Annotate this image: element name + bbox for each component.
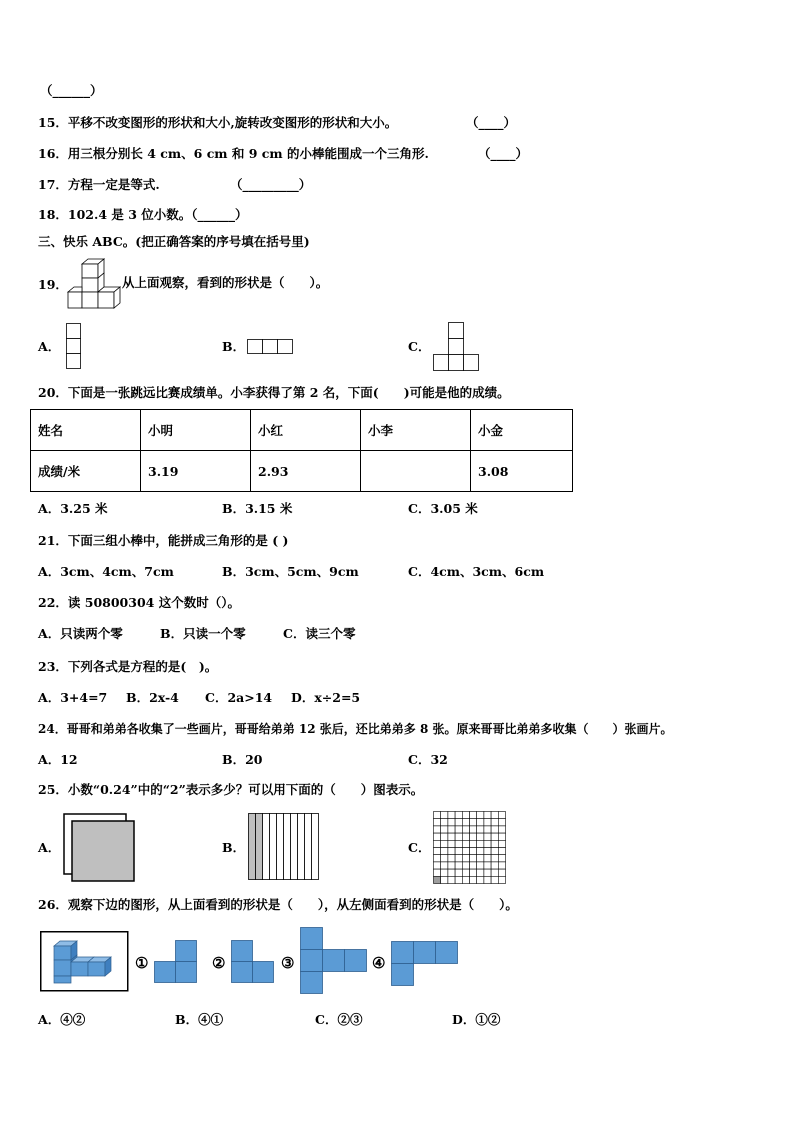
grid-cell <box>477 833 484 840</box>
label-4: ④ <box>372 954 386 972</box>
grid-cell <box>462 855 469 862</box>
table-cell: 3.19 <box>141 451 251 492</box>
grid-cell <box>441 819 448 826</box>
table-row <box>31 451 573 492</box>
option-a[interactable]: A．④② <box>38 1012 86 1027</box>
grid-cell <box>448 855 455 862</box>
grid-cell <box>498 855 505 862</box>
grid-cell <box>434 848 441 855</box>
grid-cell <box>498 848 505 855</box>
grid-cell <box>498 862 505 869</box>
grid-cell <box>448 869 455 876</box>
grid-cell <box>455 833 462 840</box>
grid-cell <box>434 840 441 847</box>
question-text: 下面是一张跳远比赛成绩单。小李获得了第 2 名，下面( )可能是他的成绩。 <box>67 385 510 400</box>
grid-cell <box>441 833 448 840</box>
strip-cell <box>249 814 256 880</box>
option-c[interactable]: C．4cm、3cm、6cm <box>408 564 545 579</box>
table-cell: 小明 <box>141 410 251 451</box>
grid-cell <box>491 826 498 833</box>
label-1: ① <box>135 954 149 972</box>
strip-cell <box>256 814 263 880</box>
option-c[interactable]: C．②③ <box>315 1012 363 1027</box>
grid-cell <box>455 876 462 883</box>
question-text: 用三根分别长 4 cm、6 cm 和 9 cm 的小棒能围成一个三角形. <box>67 146 429 161</box>
grid-cell <box>484 876 491 883</box>
grid-cell <box>462 826 469 833</box>
question-number: 17． <box>38 177 68 192</box>
question-number: 16． <box>38 146 68 161</box>
grid-cell <box>470 826 477 833</box>
grid-cell <box>441 848 448 855</box>
option-a[interactable]: A．12 <box>38 752 78 767</box>
view-2-shape <box>231 940 277 986</box>
grid-cell <box>434 819 441 826</box>
question-text: 哥哥和弟弟各收集了一些画片，哥哥给弟弟 12 张后，还比弟弟多 8 张。原来哥哥比弟弟多收集（ ）张画片。 <box>66 722 673 736</box>
grid-cell <box>477 826 484 833</box>
grid-cell <box>477 869 484 876</box>
grid-cell <box>434 833 441 840</box>
grid-cell <box>441 876 448 883</box>
grid-cell <box>470 819 477 826</box>
question-number: 20． <box>38 385 68 400</box>
question-20 <box>38 385 510 401</box>
label-3: ③ <box>281 954 295 972</box>
grid-cell <box>491 812 498 819</box>
question-text: 读 50800304 这个数时（）。 <box>67 595 240 610</box>
question-number: 22． <box>38 595 68 610</box>
view-1-shape <box>154 940 200 986</box>
option-c-hundred-grid <box>433 811 509 885</box>
option-b[interactable]: B．只读一个零 <box>160 626 246 641</box>
grid-cell <box>462 840 469 847</box>
grid-cell <box>455 862 462 869</box>
grid-cell <box>455 826 462 833</box>
table-cell: 姓名 <box>31 410 141 451</box>
question-text: 平移不改变图形的形状和大小,旋转改变图形的形状和大小。 <box>67 115 398 130</box>
option-a[interactable]: A．3+4=7 <box>38 690 108 705</box>
option-b[interactable]: B．④① <box>175 1012 224 1027</box>
question-text: 小数“0.24”中的“2”表示多少？可以用下面的（ ）图表示。 <box>67 782 424 797</box>
grid-cell <box>470 840 477 847</box>
question-number: 18． <box>38 207 68 222</box>
table-cell: 成绩/米 <box>31 451 141 492</box>
question-number: 24． <box>38 722 67 736</box>
grid-cell <box>477 819 484 826</box>
grid-cell <box>448 833 455 840</box>
table-cell: 3.08 <box>471 451 573 492</box>
grid-cell <box>491 855 498 862</box>
question-number: 15． <box>38 115 68 130</box>
option-d[interactable]: D．x÷2=5 <box>291 690 361 705</box>
question-24 <box>38 721 672 737</box>
grid-cell <box>477 840 484 847</box>
option-b[interactable]: B．3.15 米 <box>222 501 293 516</box>
grid-cell <box>434 826 441 833</box>
option-b-label[interactable]: B． <box>222 339 246 354</box>
option-b-label[interactable]: B． <box>222 840 246 855</box>
grid-cell <box>470 848 477 855</box>
grid-cell <box>462 869 469 876</box>
question-number: 26． <box>38 897 68 912</box>
option-c[interactable]: C．3.05 米 <box>408 501 478 516</box>
question-text: 观察下边的图形，从上面看到的形状是（ ），从左侧面看到的形状是（ ）。 <box>67 897 518 912</box>
question-23 <box>38 659 217 675</box>
grid-cell <box>498 876 505 883</box>
table-cell: 小红 <box>251 410 361 451</box>
option-a[interactable]: A．只读两个零 <box>38 626 123 641</box>
question-21 <box>38 533 288 549</box>
strip-cell <box>291 814 298 880</box>
option-a-squares <box>63 813 137 883</box>
grid-cell <box>470 869 477 876</box>
option-a-label[interactable]: A． <box>38 840 61 855</box>
grid-cell <box>448 812 455 819</box>
grid-cell <box>498 833 505 840</box>
question-number: 25． <box>38 782 68 797</box>
grid-cell <box>498 869 505 876</box>
answer-blank[interactable]: （____） <box>466 115 517 130</box>
question-text: 102.4 是 3 位小数。（______） <box>67 207 248 222</box>
grid-cell <box>434 862 441 869</box>
grid-cell <box>484 862 491 869</box>
option-c-shape <box>433 322 483 372</box>
answer-blank[interactable]: （_________） <box>230 177 312 192</box>
grid-cell <box>470 812 477 819</box>
option-c-label[interactable]: C． <box>408 339 431 354</box>
grid-cell <box>434 855 441 862</box>
option-c[interactable]: C．32 <box>408 752 448 767</box>
view-4-shape <box>391 941 463 989</box>
grid-cell <box>498 826 505 833</box>
grid-cell <box>448 876 455 883</box>
grid-cell <box>448 862 455 869</box>
grid-cell <box>470 876 477 883</box>
score-table <box>30 409 573 492</box>
cube-figure-3d <box>40 931 130 993</box>
grid-cell <box>462 848 469 855</box>
answer-blank[interactable]: （____） <box>478 146 529 161</box>
grid-cell <box>455 819 462 826</box>
grid-cell <box>484 812 491 819</box>
grid-cell <box>441 855 448 862</box>
question-17 <box>38 177 160 193</box>
grid-cell <box>477 876 484 883</box>
grid-cell <box>462 812 469 819</box>
grid-cell <box>498 812 505 819</box>
grid-cell <box>491 862 498 869</box>
grid-cell <box>491 840 498 847</box>
grid-cell <box>491 848 498 855</box>
grid-cell <box>462 833 469 840</box>
grid-cell <box>434 869 441 876</box>
table-cell: 2.93 <box>251 451 361 492</box>
grid-cell <box>434 812 441 819</box>
grid-cell <box>498 819 505 826</box>
view-3-shape <box>300 927 372 995</box>
strip-cell <box>298 814 305 880</box>
grid-cell <box>455 869 462 876</box>
strip-cell <box>284 814 291 880</box>
table-cell[interactable] <box>361 451 471 492</box>
option-b[interactable]: B．2x-4 <box>126 690 179 705</box>
strip-cell <box>277 814 284 880</box>
question-22 <box>38 595 240 611</box>
grid-cell <box>477 855 484 862</box>
grid-cell <box>491 819 498 826</box>
grid-cell <box>441 862 448 869</box>
strip-cell <box>270 814 277 880</box>
option-d[interactable]: D．①② <box>452 1012 501 1027</box>
option-b-strips <box>248 813 324 883</box>
grid-cell <box>441 826 448 833</box>
grid-cell <box>462 876 469 883</box>
option-b[interactable]: B．3cm、5cm、9cm <box>222 564 359 579</box>
table-cell: 小金 <box>471 410 573 451</box>
grid-cell <box>491 869 498 876</box>
option-c-label[interactable]: C． <box>408 840 431 855</box>
grid-cell <box>441 840 448 847</box>
grid-cell <box>491 833 498 840</box>
option-c[interactable]: C．2a>14 <box>205 690 273 705</box>
section-heading: 三、快乐 ABC。(把正确答案的序号填在括号里) <box>38 234 310 249</box>
grid-cell <box>484 826 491 833</box>
grid-cell <box>470 833 477 840</box>
grid-cell <box>484 840 491 847</box>
grid-cell <box>448 840 455 847</box>
question-25 <box>38 782 423 798</box>
grid-cell <box>477 812 484 819</box>
question-text: 方程一定是等式. <box>67 177 160 192</box>
grid-cell <box>484 869 491 876</box>
grid-cell <box>441 869 448 876</box>
table-header-row <box>31 410 573 451</box>
grid-cell <box>484 848 491 855</box>
question-19-number: 19． <box>38 277 68 292</box>
grid-cell <box>477 848 484 855</box>
option-a[interactable]: A．3.25 米 <box>38 501 108 516</box>
option-b[interactable]: B．20 <box>222 752 263 767</box>
grid-cell <box>455 840 462 847</box>
grid-cell <box>448 819 455 826</box>
question-26 <box>38 897 518 913</box>
option-b-shape <box>247 339 297 357</box>
grid-cell <box>484 819 491 826</box>
grid-cell <box>462 862 469 869</box>
strip-cell <box>263 814 270 880</box>
question-15 <box>38 115 397 131</box>
top-answer-blank[interactable]: （______） <box>40 83 103 98</box>
question-text: 下列各式是方程的是( )。 <box>67 659 218 674</box>
grid-cell <box>455 855 462 862</box>
option-c[interactable]: C．读三个零 <box>283 626 356 641</box>
option-a-shape <box>66 323 86 371</box>
grid-cell <box>441 812 448 819</box>
question-text: 从上面观察，看到的形状是（ ）。 <box>122 275 329 290</box>
grid-cell <box>455 848 462 855</box>
grid-cell <box>491 876 498 883</box>
label-2: ② <box>212 954 226 972</box>
question-text: 下面三组小棒中，能拼成三角形的是 ( ) <box>67 533 289 548</box>
grid-cell <box>484 833 491 840</box>
grid-cell <box>484 855 491 862</box>
grid-cell <box>448 826 455 833</box>
grid-cell <box>462 819 469 826</box>
grid-cell <box>477 862 484 869</box>
question-number: 21． <box>38 533 68 548</box>
question-number: 23． <box>38 659 68 674</box>
question-18 <box>38 207 248 223</box>
question-16 <box>38 146 429 162</box>
strip-cell <box>305 814 312 880</box>
grid-cell <box>470 855 477 862</box>
option-a-label[interactable]: A． <box>38 339 61 354</box>
table-cell: 小李 <box>361 410 471 451</box>
strip-cell <box>312 814 319 880</box>
grid-cell <box>470 862 477 869</box>
grid-cell <box>498 840 505 847</box>
cube-stack-figure <box>66 258 126 314</box>
option-a[interactable]: A．3cm、4cm、7cm <box>38 564 174 579</box>
grid-cell <box>455 812 462 819</box>
grid-cell <box>434 876 441 883</box>
grid-cell <box>448 848 455 855</box>
